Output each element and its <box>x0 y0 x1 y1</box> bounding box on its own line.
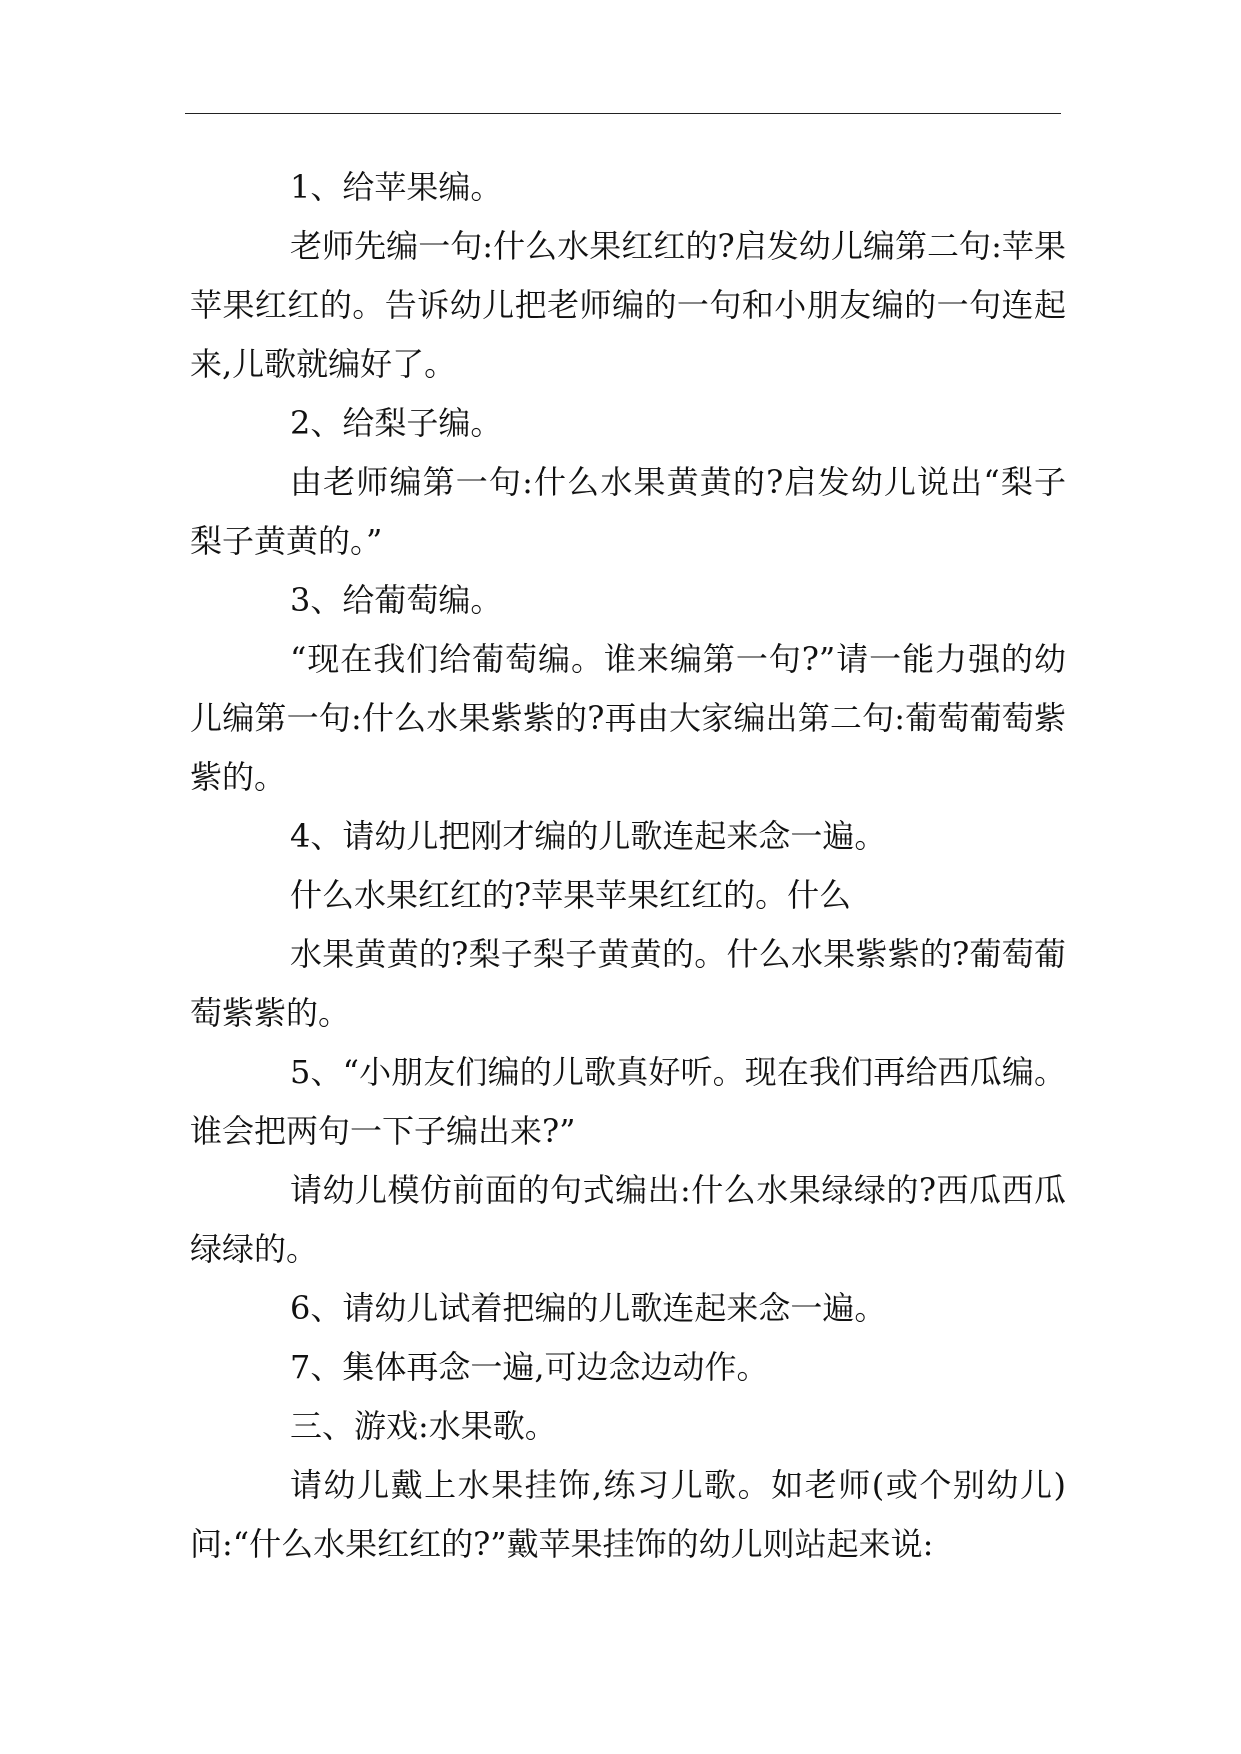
header-rule <box>185 113 1061 114</box>
paragraph: 请幼儿戴上水果挂饰,练习儿歌。如老师(或个别幼儿)问:“什么水果红红的?”戴苹果挂饰的幼儿则站起来说: <box>190 1466 1066 1563</box>
paragraph: 1、给苹果编。 <box>290 168 503 206</box>
paragraph: 由老师编第一句:什么水果黄黄的?启发幼儿说出“梨子梨子黄黄的。” <box>190 463 1066 560</box>
paragraph: 4、请幼儿把刚才编的儿歌连起来念一遍。 <box>290 817 887 855</box>
paragraph: 6、请幼儿试着把编的儿歌连起来念一遍。 <box>290 1289 887 1327</box>
document-body <box>190 158 1066 1574</box>
paragraph: 3、给葡萄编。 <box>290 581 503 619</box>
paragraph: “现在我们给葡萄编。谁来编第一句?”请一能力强的幼儿编第一句:什么水果紫紫的?再由大家编出第二句:葡萄葡萄紫紫的。 <box>190 640 1066 796</box>
paragraph: 三、游戏:水果歌。 <box>290 1407 557 1445</box>
paragraph: 7、集体再念一遍,可边念边动作。 <box>290 1348 769 1386</box>
paragraph: 老师先编一句:什么水果红红的?启发幼儿编第二句:苹果苹果红红的。告诉幼儿把老师编的一句和小朋友编的一句连起来,儿歌就编好了。 <box>190 227 1066 383</box>
paragraph: 请幼儿模仿前面的句式编出:什么水果绿绿的?西瓜西瓜绿绿的。 <box>190 1171 1066 1268</box>
paragraph: 5、“小朋友们编的儿歌真好听。现在我们再给西瓜编。谁会把两句一下子编出来?” <box>190 1053 1066 1150</box>
paragraph: 2、给梨子编。 <box>290 404 503 442</box>
paragraph: 什么水果红红的?苹果苹果红红的。什么 <box>290 876 852 914</box>
paragraph: 水果黄黄的?梨子梨子黄黄的。什么水果紫紫的?葡萄葡萄紫紫的。 <box>190 935 1066 1032</box>
